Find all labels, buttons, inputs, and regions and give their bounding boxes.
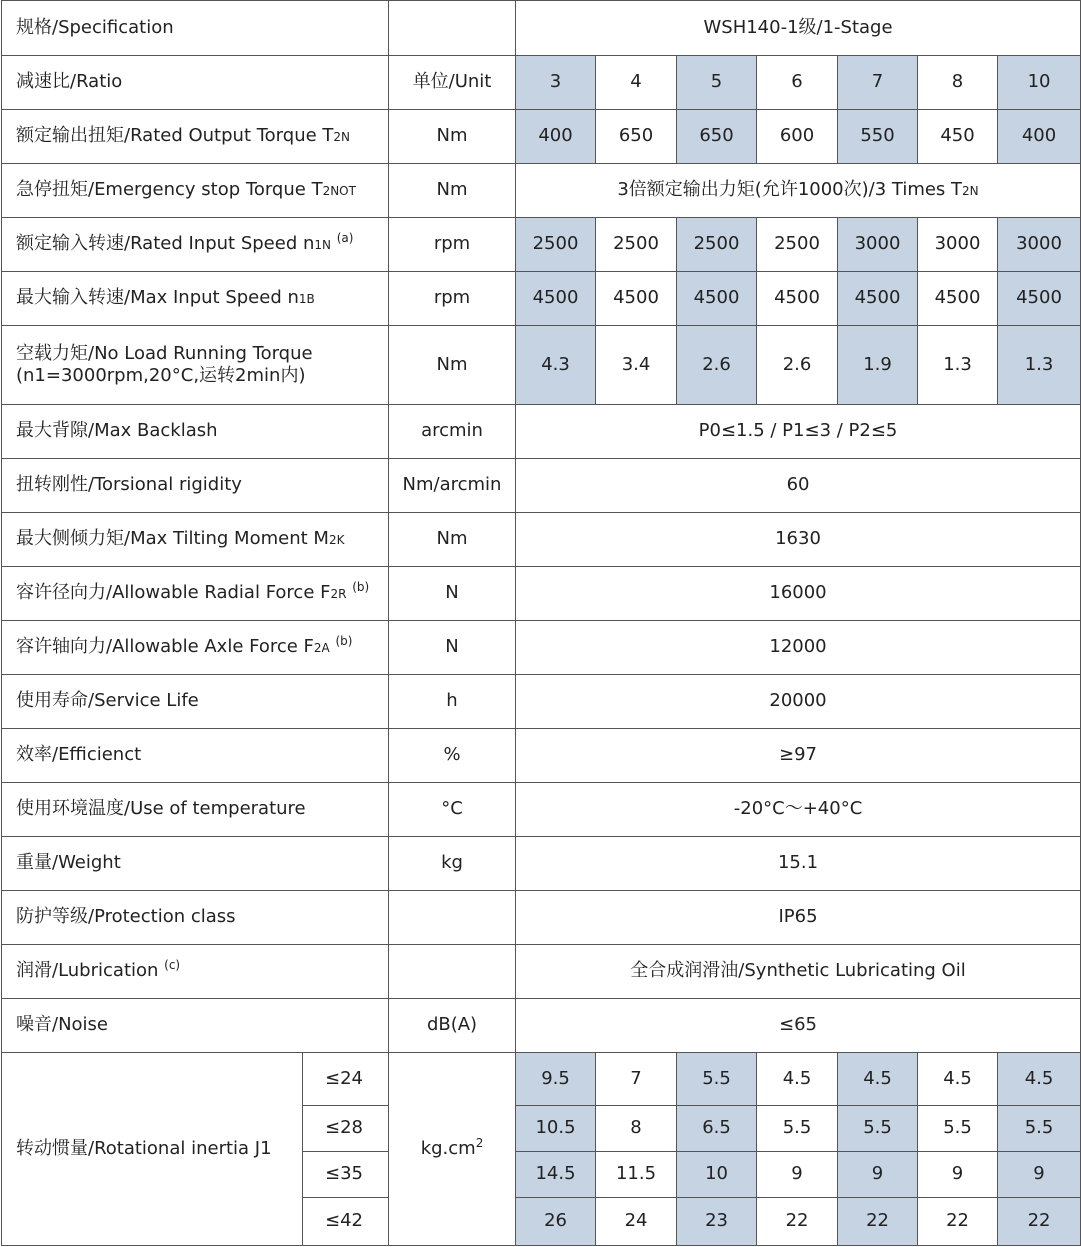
rated-torque-unit: Nm	[389, 110, 516, 164]
rated-torque-cell: 650	[596, 110, 677, 164]
rated-speed-cell: 2500	[677, 218, 757, 272]
no-load-cell: 4.3	[516, 326, 596, 405]
inertia-cell: 4.5	[918, 1053, 998, 1106]
inertia-cell: 7	[596, 1053, 677, 1106]
rated-torque-cell: 650	[677, 110, 757, 164]
no-load-cell: 2.6	[757, 326, 838, 405]
rated-torque-cell: 600	[757, 110, 838, 164]
row-lubrication	[2, 945, 1081, 999]
emergency-value: 3倍额定输出力矩(允许1000次)/3 Times T2N	[516, 164, 1081, 218]
no-load-cell: 1.3	[918, 326, 998, 405]
row-specification	[2, 1, 1081, 56]
spec-label: 规格/Specification	[2, 1, 389, 56]
inertia-cell: 22	[918, 1198, 998, 1246]
spec-unit	[389, 1, 516, 56]
rated-speed-cell: 2500	[516, 218, 596, 272]
no-load-unit: Nm	[389, 326, 516, 405]
rigidity-value: 60	[516, 459, 1081, 513]
no-load-cell: 3.4	[596, 326, 677, 405]
ratio-cell: 8	[918, 56, 998, 110]
inertia-cell: 9	[998, 1152, 1081, 1198]
lubrication-label: 润滑/Lubrication $^{(c)}$	[2, 945, 389, 999]
no-load-cell: 1.3	[998, 326, 1081, 405]
max-speed-cell: 4500	[998, 272, 1081, 326]
max-speed-cell: 4500	[677, 272, 757, 326]
life-value: 20000	[516, 675, 1081, 729]
inertia-cell: 4.5	[757, 1053, 838, 1106]
row-ratio	[2, 56, 1081, 110]
inertia-cell: 22	[838, 1198, 918, 1246]
rated-torque-cell: 400	[998, 110, 1081, 164]
max-speed-cell: 4500	[516, 272, 596, 326]
temperature-value: -20°C～+40°C	[516, 783, 1081, 837]
row-inertia	[2, 1053, 1081, 1106]
tilting-unit: Nm	[389, 513, 516, 567]
ratio-label: 减速比/Ratio	[2, 56, 389, 110]
ratio-cell: 6	[757, 56, 838, 110]
rated-speed-unit: rpm	[389, 218, 516, 272]
max-speed-cell: 4500	[757, 272, 838, 326]
rated-torque-cell: 400	[516, 110, 596, 164]
backlash-value: P0≤1.5 / P1≤3 / P2≤5	[516, 405, 1081, 459]
life-label: 使用寿命/Service Life	[2, 675, 389, 729]
inertia-cell: 6.5	[677, 1106, 757, 1152]
row-torsional-rigidity	[2, 459, 1081, 513]
inertia-cell: 5.5	[838, 1106, 918, 1152]
inertia-cell: 10	[677, 1152, 757, 1198]
inertia-cell: 22	[998, 1198, 1081, 1246]
row-use-temperature	[2, 783, 1081, 837]
axle-value: 12000	[516, 621, 1081, 675]
row-emergency-stop-torque	[2, 164, 1081, 218]
rated-speed-cell: 2500	[757, 218, 838, 272]
row-noise	[2, 999, 1081, 1053]
max-speed-cell: 4500	[918, 272, 998, 326]
life-unit: h	[389, 675, 516, 729]
inertia-range: ≤35	[303, 1152, 389, 1198]
max-speed-unit: rpm	[389, 272, 516, 326]
inertia-cell: 5.5	[998, 1106, 1081, 1152]
ratio-cell: 4	[596, 56, 677, 110]
rated-torque-cell: 450	[918, 110, 998, 164]
radial-value: 16000	[516, 567, 1081, 621]
backlash-unit: arcmin	[389, 405, 516, 459]
inertia-cell: 9	[838, 1152, 918, 1198]
max-speed-cell: 4500	[596, 272, 677, 326]
inertia-cell: 22	[757, 1198, 838, 1246]
ratio-cell: 10	[998, 56, 1081, 110]
inertia-cell: 5.5	[757, 1106, 838, 1152]
inertia-cell: 26	[516, 1198, 596, 1246]
max-speed-label: 最大输入转速/Max Input Speed n1B	[2, 272, 389, 326]
inertia-cell: 4.5	[838, 1053, 918, 1106]
inertia-range: ≤42	[303, 1198, 389, 1246]
inertia-cell: 11.5	[596, 1152, 677, 1198]
row-weight	[2, 837, 1081, 891]
lubrication-value: 全合成润滑油/Synthetic Lubricating Oil	[516, 945, 1081, 999]
inertia-cell: 9.5	[516, 1053, 596, 1106]
rigidity-label: 扭转刚性/Torsional rigidity	[2, 459, 389, 513]
protection-value: IP65	[516, 891, 1081, 945]
row-allowable-radial-force	[2, 567, 1081, 621]
inertia-cell: 8	[596, 1106, 677, 1152]
inertia-cell: 14.5	[516, 1152, 596, 1198]
inertia-cell: 23	[677, 1198, 757, 1246]
axle-unit: N	[389, 621, 516, 675]
spec-value: WSH140-1级/1-Stage	[516, 1, 1081, 56]
weight-label: 重量/Weight	[2, 837, 389, 891]
backlash-label: 最大背隙/Max Backlash	[2, 405, 389, 459]
specification-table	[1, 0, 1081, 1246]
inertia-cell: 9	[757, 1152, 838, 1198]
radial-label: 容许径向力/Allowable Radial Force F2R $^{(b)}$	[2, 567, 389, 621]
no-load-cell: 2.6	[677, 326, 757, 405]
lubrication-unit	[389, 945, 516, 999]
tilting-label: 最大侧倾力矩/Max Tilting Moment M2K	[2, 513, 389, 567]
protection-unit	[389, 891, 516, 945]
inertia-cell: 24	[596, 1198, 677, 1246]
rated-torque-label: 额定输出扭矩/Rated Output Torque T2N	[2, 110, 389, 164]
weight-unit: kg	[389, 837, 516, 891]
row-efficiency	[2, 729, 1081, 783]
row-rated-output-torque	[2, 110, 1081, 164]
emergency-label: 急停扭矩/Emergency stop Torque T2NOT	[2, 164, 389, 218]
noise-value: ≤65	[516, 999, 1081, 1053]
efficiency-label: 效率/Efficienct	[2, 729, 389, 783]
temperature-label: 使用环境温度/Use of temperature	[2, 783, 389, 837]
inertia-cell: 9	[918, 1152, 998, 1198]
emergency-unit: Nm	[389, 164, 516, 218]
row-no-load-running-torque	[2, 326, 1081, 405]
inertia-label: 转动惯量/Rotational inertia J1	[2, 1053, 303, 1246]
radial-unit: N	[389, 567, 516, 621]
noise-unit: dB(A)	[389, 999, 516, 1053]
no-load-cell: 1.9	[838, 326, 918, 405]
inertia-cell: 4.5	[998, 1053, 1081, 1106]
row-allowable-axle-force	[2, 621, 1081, 675]
rated-torque-cell: 550	[838, 110, 918, 164]
rated-speed-label: 额定输入转速/Rated Input Speed n1N $^{(a)}$	[2, 218, 389, 272]
row-rated-input-speed	[2, 218, 1081, 272]
row-max-backlash	[2, 405, 1081, 459]
protection-label: 防护等级/Protection class	[2, 891, 389, 945]
ratio-unit: 单位/Unit	[389, 56, 516, 110]
row-service-life	[2, 675, 1081, 729]
ratio-cell: 7	[838, 56, 918, 110]
noise-label: 噪音/Noise	[2, 999, 389, 1053]
rated-speed-cell: 2500	[596, 218, 677, 272]
inertia-unit: $kg.cm^2$	[389, 1053, 516, 1246]
weight-value: 15.1	[516, 837, 1081, 891]
efficiency-unit: %	[389, 729, 516, 783]
ratio-cell: 3	[516, 56, 596, 110]
efficiency-value: ≥97	[516, 729, 1081, 783]
inertia-cell: 5.5	[918, 1106, 998, 1152]
row-max-input-speed	[2, 272, 1081, 326]
row-protection-class	[2, 891, 1081, 945]
row-max-tilting-moment	[2, 513, 1081, 567]
temperature-unit: °C	[389, 783, 516, 837]
inertia-range: ≤28	[303, 1106, 389, 1152]
no-load-label: 空载力矩/No Load Running Torque (n1=3000rpm,20°C,运转2min内)	[2, 326, 389, 405]
max-speed-cell: 4500	[838, 272, 918, 326]
inertia-range: ≤24	[303, 1053, 389, 1106]
axle-label: 容许轴向力/Allowable Axle Force F2A $^{(b)}$	[2, 621, 389, 675]
ratio-cell: 5	[677, 56, 757, 110]
rigidity-unit: Nm/arcmin	[389, 459, 516, 513]
inertia-cell: 10.5	[516, 1106, 596, 1152]
inertia-cell: 5.5	[677, 1053, 757, 1106]
rated-speed-cell: 3000	[838, 218, 918, 272]
tilting-value: 1630	[516, 513, 1081, 567]
rated-speed-cell: 3000	[918, 218, 998, 272]
rated-speed-cell: 3000	[998, 218, 1081, 272]
